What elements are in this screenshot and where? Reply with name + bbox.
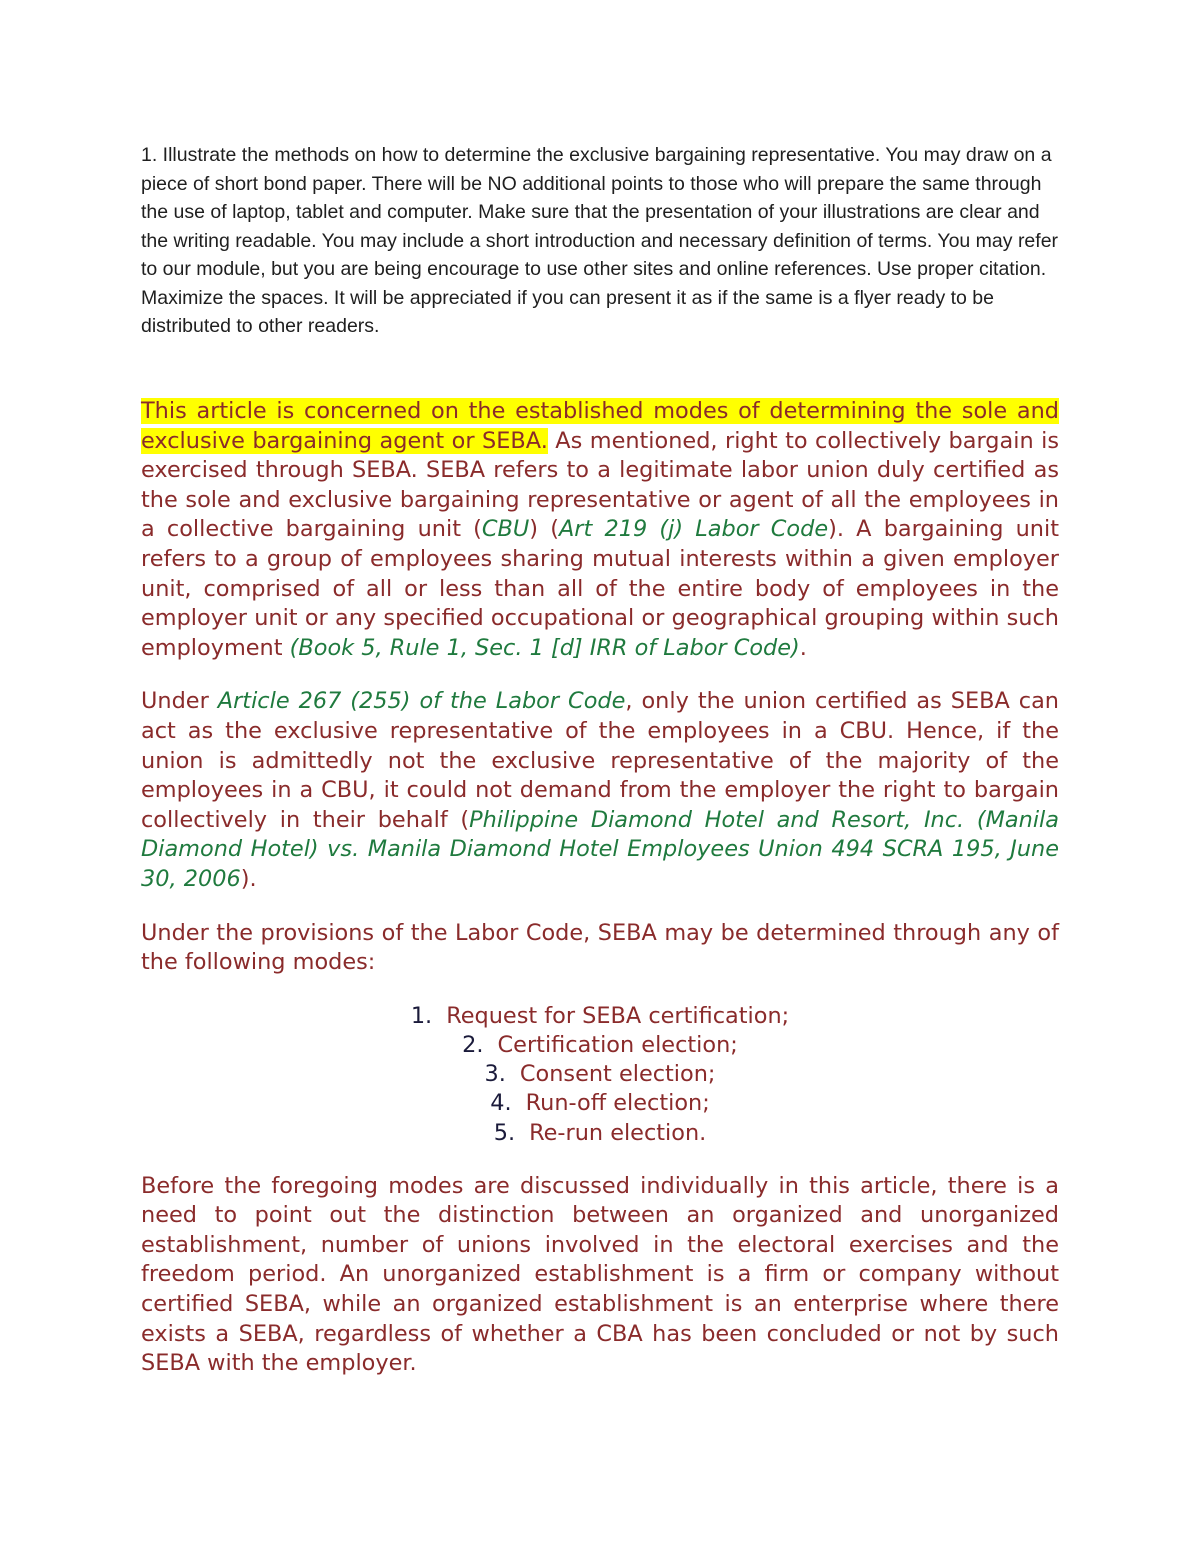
article-body (141, 397, 1059, 1403)
citation-diamond-hotel-case: Philippine Diamond Hotel and Resort, Inc. (Manila Diamond Hotel) vs. Manila Diamond Hotel Employees Union 494 SCRA 195, June 30, 2006 (141, 806, 1059, 892)
citation-book-5: (Book 5, Rule 1, Sec. 1 [d] IRR of Labor Code) (289, 634, 800, 661)
citation-cbu: CBU (481, 516, 530, 543)
list-number: 3. (484, 1061, 506, 1088)
list-item (141, 1119, 1059, 1148)
list-item (141, 1089, 1059, 1118)
list-number: 2. (462, 1031, 484, 1058)
text-segment: As mentioned, right to collectively bargain is exercised through SEBA. SEBA refers to a legitimate labor union duly certified as the sole and exclusive bargaining representative or agent of all the employees in a collective bargaining unit ( (141, 427, 1059, 543)
list-number: 4. (490, 1090, 512, 1117)
text-segment: , only the union certified as SEBA can act as the exclusive representative of the employees in a CBU. Hence, if the union is admittedly not the exclusive representative of the majority of the employees in a CBU, it could not demand from the employer the right to bargain collectively in their behalf ( (141, 688, 1059, 833)
text-segment: ). A bargaining unit refers to a group of employees sharing mutual interests within a given employer unit, comprised of all or less than all of the entire body of employees in the employer unit or any specified occupational or geographical grouping within such employment (141, 516, 1059, 661)
citation-art-219: Art 219 (j) Labor Code (558, 516, 829, 543)
modes-list (141, 1002, 1059, 1148)
article-paragraph-distinction: Before the foregoing modes are discussed individually in this article, there is a need to point out the distinction between an organized and unorganized establishment, number of unions involved in the electoral exercises and the freedom period. An unorganized establishment is a firm or company without certified SEBA, while an organized establishment is an enterprise where there exists a SEBA, regardless of whether a CBA has been concluded or not by such SEBA with the employer. (141, 1172, 1059, 1377)
article-paragraph-article-267 (141, 687, 1059, 894)
text-segment: ). (240, 865, 257, 892)
text-segment: . (799, 634, 807, 661)
highlighted-sentence: This article is concerned on the established modes of determining the sole and exclusive bargaining agent or SEBA. (141, 398, 1059, 454)
list-number: 1. (410, 1002, 433, 1029)
list-item (141, 1031, 1059, 1060)
instructions-paragraph: 1. Illustrate the methods on how to determine the exclusive bargaining representative. You may draw on a piece of short bond paper. There will be NO additional points to those who will prepare the same through the use of laptop, tablet and computer. Make sure that the presentation of your illustrations are clear and the writing readable. You may include a short introduction and necessary definition of terms. You may refer to our module, but you are being encourage to use other sites and online references. Use proper citation. Maximize the spaces. It will be appreciated if you can present it as if the same is a flyer ready to be distributed to other readers. (141, 144, 1059, 337)
list-item (141, 1002, 1059, 1031)
list-item-text: Certification election; (497, 1031, 738, 1058)
list-item (141, 1060, 1059, 1089)
text-segment: Under (141, 688, 218, 715)
list-item-text: Request for SEBA certification; (446, 1002, 790, 1029)
list-item-text: Re-run election. (529, 1119, 707, 1146)
article-paragraph-modes-intro: Under the provisions of the Labor Code, SEBA may be determined through any of the following modes: (141, 919, 1059, 976)
citation-article-267: Article 267 (255) of the Labor Code (217, 688, 626, 715)
list-item-text: Run-off election; (525, 1090, 710, 1117)
list-item-text: Consent election; (519, 1061, 716, 1088)
list-number: 5. (493, 1119, 516, 1146)
article-paragraph-intro (141, 397, 1059, 663)
text-segment: ) ( (529, 516, 559, 543)
